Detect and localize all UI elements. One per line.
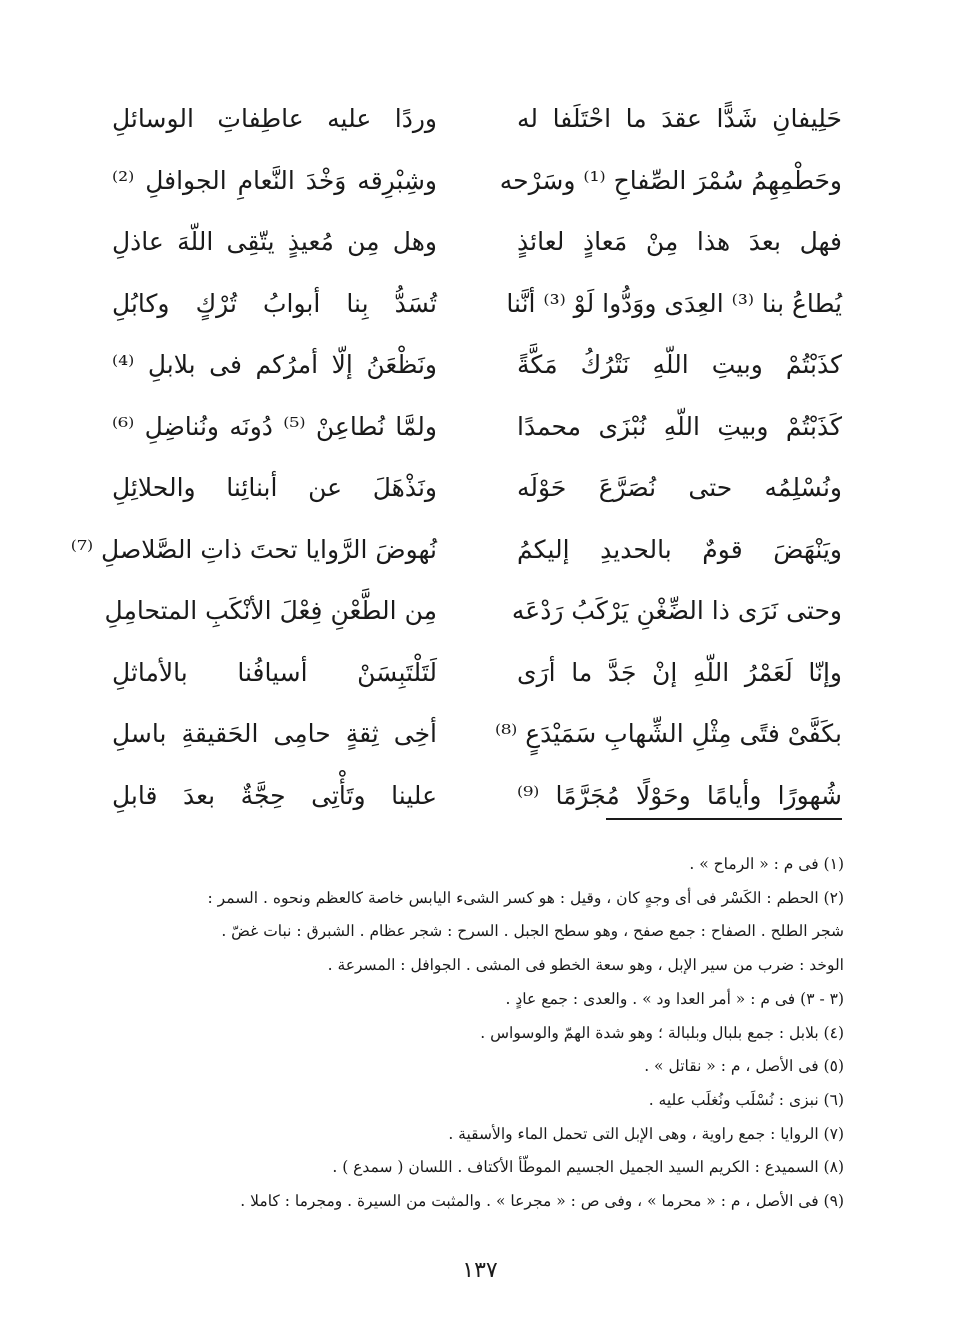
second-hemistich: أخِى ثِقةٍ حامِى الحَقيقةِ باسلِ (112, 719, 437, 749)
first-hemistich: كَذَبْتُمْ وبيتِ اللّهِ نُبْزَى محمدًا (517, 411, 842, 441)
second-hemistich: ونَظْعَنُ إلّا أمرُكم فى بلابلِ ⁽⁴⁾ (112, 350, 437, 380)
footnote-line: (٢) الحطم : الكَسْر فى أى وجهٍ كان ، وقيل : هو كسر الشىء اليابس خاصة كالعظم ونحوه . السمر : (207, 888, 844, 907)
footnotes (109, 848, 844, 1219)
second-hemistich: علينا وتَأْتِى حِجَّةٌ بعدَ قابلِ (112, 780, 437, 810)
verse-line (112, 211, 842, 273)
footnote-line: (٧) الروايا : جمع راوية ، وهى الإبل التى تحمل الماء والأسقية . (448, 1124, 844, 1143)
first-hemistich: وحتى نَرَى ذا الضِّغْنِ يَرْكَبُ رَدْعَه (511, 596, 842, 626)
second-hemistich: ونَذْهَلَ عن أبنائِنا والحلائِلِ (112, 473, 437, 503)
first-hemistich: وإنّا لَعَمْرُ اللّهِ إنْ جَدَّ ما أرَى (517, 657, 842, 687)
second-hemistich: وردًا عليه عاطِفاتِ الوسائلِ (112, 104, 437, 134)
first-hemistich: ونُسْلِمُه حتى نُصَرَّعَ حَوْلَه (517, 473, 842, 503)
second-hemistich: تُسَدُّ بِنا أبوابُ تُرْكٍ وكابُلِ (112, 288, 437, 318)
first-hemistich: حَلِيفانِ شَدًّا عقدَ ما احْتَلَفا له (517, 104, 842, 134)
first-hemistich: يُطاعُ بنا ⁽³⁾ العِدَى ووَدُّوا لَوْ ⁽³⁾ أنَّنا (506, 288, 842, 318)
verse-line (70, 519, 842, 581)
verse-line (112, 765, 842, 827)
second-hemistich: لَتَلْتَبِسَنْ أسيافُنا بالأماثلِ (112, 657, 437, 687)
second-hemistich: وهل مِن مُعيذٍ يتّقِى اللّهَ عاذلِ (112, 227, 437, 257)
verse-line (112, 457, 842, 519)
verse-line (112, 88, 842, 150)
second-hemistich: وشِبْرِقه وَخْدَ النَّعامِ الجوافلِ ⁽²⁾ (112, 165, 437, 195)
footnote-line: (٥) فى الأصل ، م : « نقاتل » . (644, 1057, 844, 1076)
footnote-line: شجر الطلح . الصفاح : جمع صفح ، وهو سطح الجبل . السرح : شجر عظام . الشبرق : نبات غضّ . (221, 922, 844, 941)
verse-line (112, 334, 842, 396)
second-hemistich: نُهوضَ الرَّوايا تحتَ ذاتِ الصَّلاصلِ ⁽⁷⁾ (70, 534, 437, 564)
first-hemistich: شُهورًا وأيامًا وحَوْلًا مُجَرَّمًا ⁽⁹⁾ (517, 780, 842, 810)
footnote-line: (٦) نبزى : نُسْلَب ونُغلَب عليه . (648, 1090, 844, 1109)
footnote-line: (١) فى م : « الرماح » . (689, 855, 844, 873)
page-number: ١٣٧ (462, 1258, 498, 1283)
poem (70, 88, 842, 826)
footnote-line: (٣ - ٣) فى م : « أمر العدا ود » . والعدى : جمع عادٍ . (505, 989, 844, 1008)
verse-line (112, 642, 842, 704)
first-hemistich: بكَفَّىْ فتًى مِثْلِ الشِّهابِ سَمَيْدَعٍ ⁽⁸⁾ (494, 719, 842, 749)
first-hemistich: وحَطْمِهِمُ سُمْرَ الصِّفاحِ ⁽¹⁾ وسَرْحه (499, 165, 842, 195)
second-hemistich: مِن الطَّعْنِ فِعْلَ الأنْكَبِ المتحامِلِ (104, 596, 437, 626)
second-hemistich: ولمَّا نُطاعِنْ ⁽⁵⁾ دُونَه ونُناضِلِ ⁽⁶⁾ (112, 411, 437, 441)
first-hemistich: كذَبْتُمْ وبيتِ اللّهِ نَتْرُكُ مَكَّةً (517, 350, 842, 380)
first-hemistich: فهل بعدَ هذا مِنْ مَعاذٍ لعائذٍ (517, 227, 842, 257)
verse-line (104, 580, 842, 642)
verse-line (112, 150, 842, 212)
footnote-line: (٩) فى الأصل ، م : « محرما » ، وفى ص : « مجرعا » . والمثبت من السيرة . ومجرما : كاملا . (240, 1192, 844, 1211)
verse-line (112, 703, 842, 765)
verse-line (112, 273, 842, 335)
footnote-line: (٤) بلابل : جمع بلبال وبلبالة ؛ وهو شدة الهمّ والوسواس . (480, 1023, 844, 1042)
verse-line (112, 396, 842, 458)
footnote-line: (٨) السميدع : الكريم السيد الجميل الجسيم الموطّأ الأكتاف . اللسان ( سمدع ) . (332, 1158, 844, 1177)
footnote-line: الوخد : ضرب من سير الإبل ، وهو سعة الخطو فى المشى . الجوافل : المسرعة . (327, 956, 844, 975)
first-hemistich: ويَنْهَضَ قومٌ بالحديدِ إليكمُ (517, 534, 842, 564)
footnote-separator (606, 818, 842, 820)
